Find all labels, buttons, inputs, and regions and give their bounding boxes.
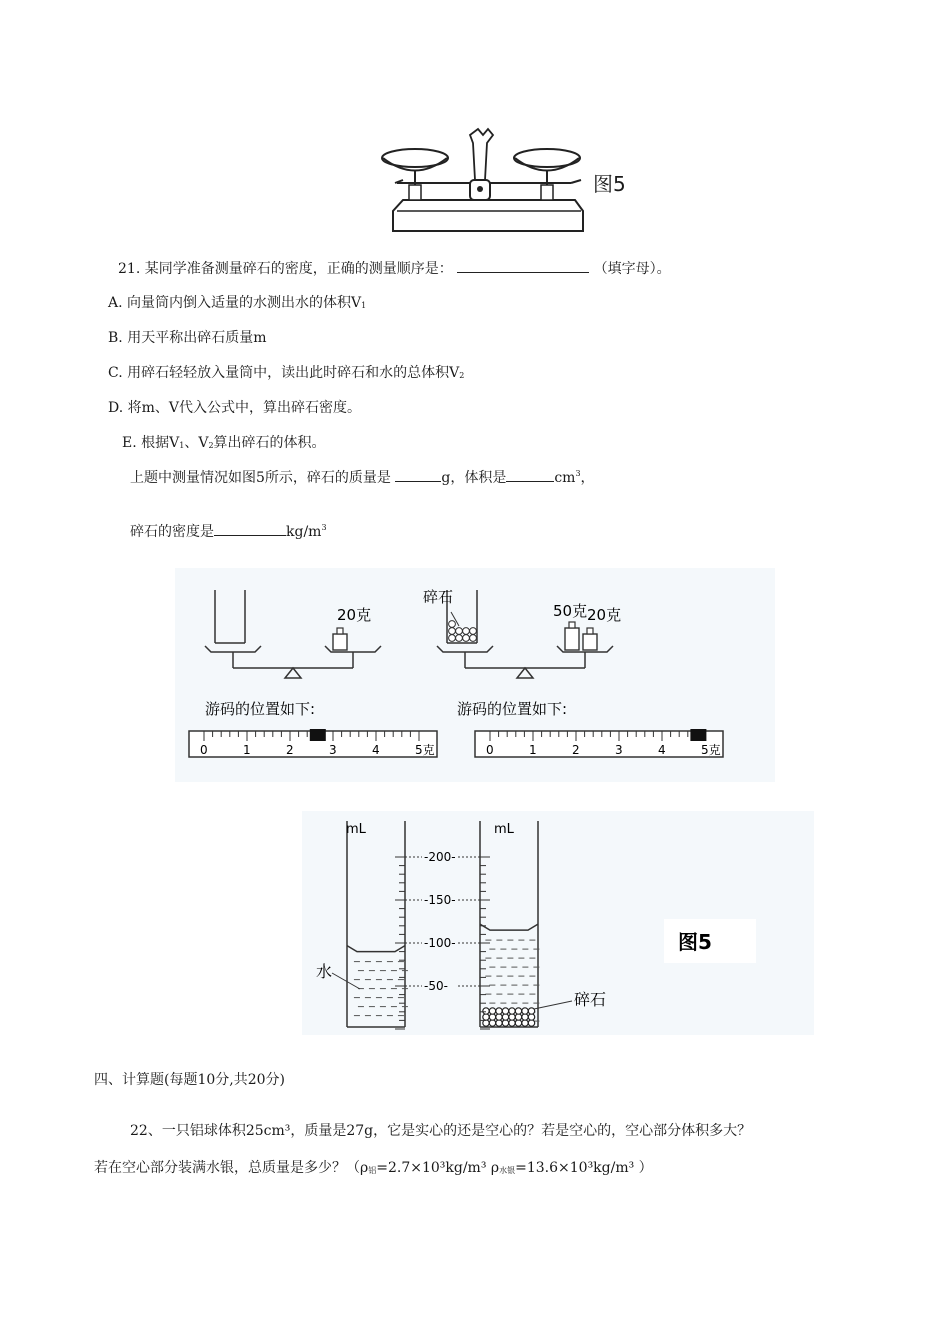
meniscus (347, 946, 405, 952)
option-e-sub-2: 2 (208, 441, 214, 450)
option-c-text: C. 用碎石轻轻放入量筒中，读出此时碎石和水的总体积V (108, 365, 460, 381)
q21-option-b: B. 用天平称出碎石质量m (108, 330, 267, 346)
scale-label: -150- (424, 893, 456, 907)
stone (456, 635, 463, 642)
section-title: 四、计算题(每题10分,共20分) (94, 1072, 286, 1088)
ruler-tick-label: 0 (486, 743, 494, 757)
q21-stem-before: 21. 某同学准备测量碎石的密度，正确的测量顺序是： (118, 261, 453, 277)
stone-label-cylinder: 碎石 (574, 990, 607, 1009)
option-c-sub: 2 (459, 371, 465, 380)
stone-label-balance: 碎石 (423, 588, 454, 606)
rho-hg-sub: 水银 (499, 1166, 516, 1175)
option-e-text-1: E. 根据V (122, 435, 180, 451)
rider (310, 729, 326, 741)
fulcrum (517, 668, 533, 678)
q22-line-2 (94, 1157, 653, 1177)
rider-caption-right: 游码的位置如下: (457, 700, 568, 718)
ruler-tick-label: 0 (200, 743, 208, 757)
left-rider-ruler (189, 729, 437, 757)
ruler-tick-label: 5克 (415, 743, 435, 757)
stone (463, 635, 470, 642)
option-a-sub: 1 (361, 301, 367, 310)
q22-line-2b: =2.7×10³kg/m³ ρ (376, 1160, 500, 1176)
stone (483, 1008, 489, 1014)
water-pointer (332, 973, 360, 989)
q21-stem-after: （填字母）。 (593, 261, 671, 277)
figure-label-cylinder: 图5 (678, 930, 712, 954)
stone (470, 628, 477, 635)
ruler-tick-label: 4 (372, 743, 380, 757)
q21-option-e (122, 432, 326, 452)
mass-blank[interactable] (395, 481, 441, 482)
scale-label: -50- (424, 979, 448, 993)
ruler-tick-label: 1 (243, 743, 251, 757)
rider (690, 729, 706, 741)
stone (509, 1008, 515, 1014)
weight-knob (569, 622, 575, 628)
q21-option-c (108, 362, 464, 382)
weight (565, 628, 579, 650)
right-rider-ruler (475, 729, 723, 757)
cylinder-figure (302, 811, 814, 1035)
ruler-tick-label: 1 (529, 743, 537, 757)
unit-right: mL (494, 822, 514, 837)
option-e-text-2: 、V (184, 435, 209, 451)
stone (528, 1008, 534, 1014)
q21-option-d: D. 将m、V代入公式中，算出碎石密度。 (108, 400, 362, 416)
option-a-text: A. 向量筒内倒入适量的水测出水的体积V (108, 295, 362, 311)
q21-option-a (108, 292, 366, 312)
weight (583, 634, 597, 650)
balance-rider-svg (175, 568, 775, 782)
density-blank[interactable] (214, 535, 286, 536)
stone-pointer (534, 1001, 572, 1009)
q22-line-2c: =13.6×10³kg/m³ ） (515, 1160, 653, 1176)
stone (502, 1008, 508, 1014)
q21-answer-blank[interactable] (457, 272, 589, 273)
rho-al-sub: 铝 (368, 1166, 377, 1175)
left-weight-label: 20克 (337, 606, 372, 624)
unit-left: mL (346, 822, 366, 837)
stone (463, 628, 470, 635)
density-unit: kg/m (286, 524, 322, 540)
ruler-body (475, 731, 723, 757)
option-e-sub-1: 1 (179, 441, 185, 450)
ruler-tick-label: 4 (658, 743, 666, 757)
water-label: 水 (316, 962, 333, 981)
stone (449, 621, 456, 628)
figure-label-top: 图5 (593, 172, 626, 196)
weight (333, 634, 347, 650)
q22-line-1: 22、一只铝球体积25cm³，质量是27g，它是实心的还是空心的？若是空心的，空心部分体积多大？ (130, 1123, 752, 1139)
left-pan (205, 646, 261, 652)
stone (515, 1008, 521, 1014)
q21-density (130, 521, 327, 541)
meniscus (480, 924, 538, 930)
stone (489, 1008, 495, 1014)
option-e-text-3: 算出碎石的体积。 (213, 435, 326, 451)
followup-unit-sup: 3 (575, 469, 581, 478)
followup-end: ， (580, 470, 595, 486)
right-cylinder (480, 821, 539, 1027)
ruler-tick-label: 5克 (701, 743, 721, 757)
left-cylinder (347, 821, 408, 1027)
ruler-tick-label: 3 (329, 743, 337, 757)
cylinder-svg (302, 811, 814, 1035)
volume-blank[interactable] (506, 481, 554, 482)
cylinder-scale (332, 850, 572, 1029)
fulcrum (285, 668, 301, 678)
left-pan (437, 646, 493, 652)
left-balance (205, 590, 381, 678)
stone (449, 628, 456, 635)
density-unit-sup: 3 (321, 523, 327, 532)
stone (470, 635, 477, 642)
q21-followup (130, 467, 595, 487)
followup-text-g: g，体积是 (441, 470, 507, 486)
stone (449, 635, 456, 642)
followup-text-1: 上题中测量情况如图5所示，碎石的质量是 (130, 470, 391, 486)
stone (456, 628, 463, 635)
scale-label: -200- (424, 850, 456, 864)
density-label: 碎石的密度是 (130, 524, 214, 540)
ruler-tick-label: 3 (615, 743, 623, 757)
right-weight-50-label: 50克 (553, 602, 588, 620)
stone (522, 1008, 528, 1014)
rider-caption-left: 游码的位置如下: (205, 700, 316, 718)
weight-knob (337, 628, 343, 634)
q21-stem (118, 258, 671, 278)
weight-knob (587, 628, 593, 634)
balance-rider-figure (175, 568, 775, 782)
scale-label: -100- (424, 936, 456, 950)
stone (496, 1008, 502, 1014)
q22-line-2a: 若在空心部分装满水银，总质量是多少？（ρ (94, 1160, 369, 1176)
balance-illustration (375, 125, 605, 243)
followup-unit-cm: cm (554, 470, 576, 486)
right-weight-20-label: 20克 (587, 606, 622, 624)
ruler-tick-label: 2 (572, 743, 580, 757)
ruler-tick-label: 2 (286, 743, 294, 757)
